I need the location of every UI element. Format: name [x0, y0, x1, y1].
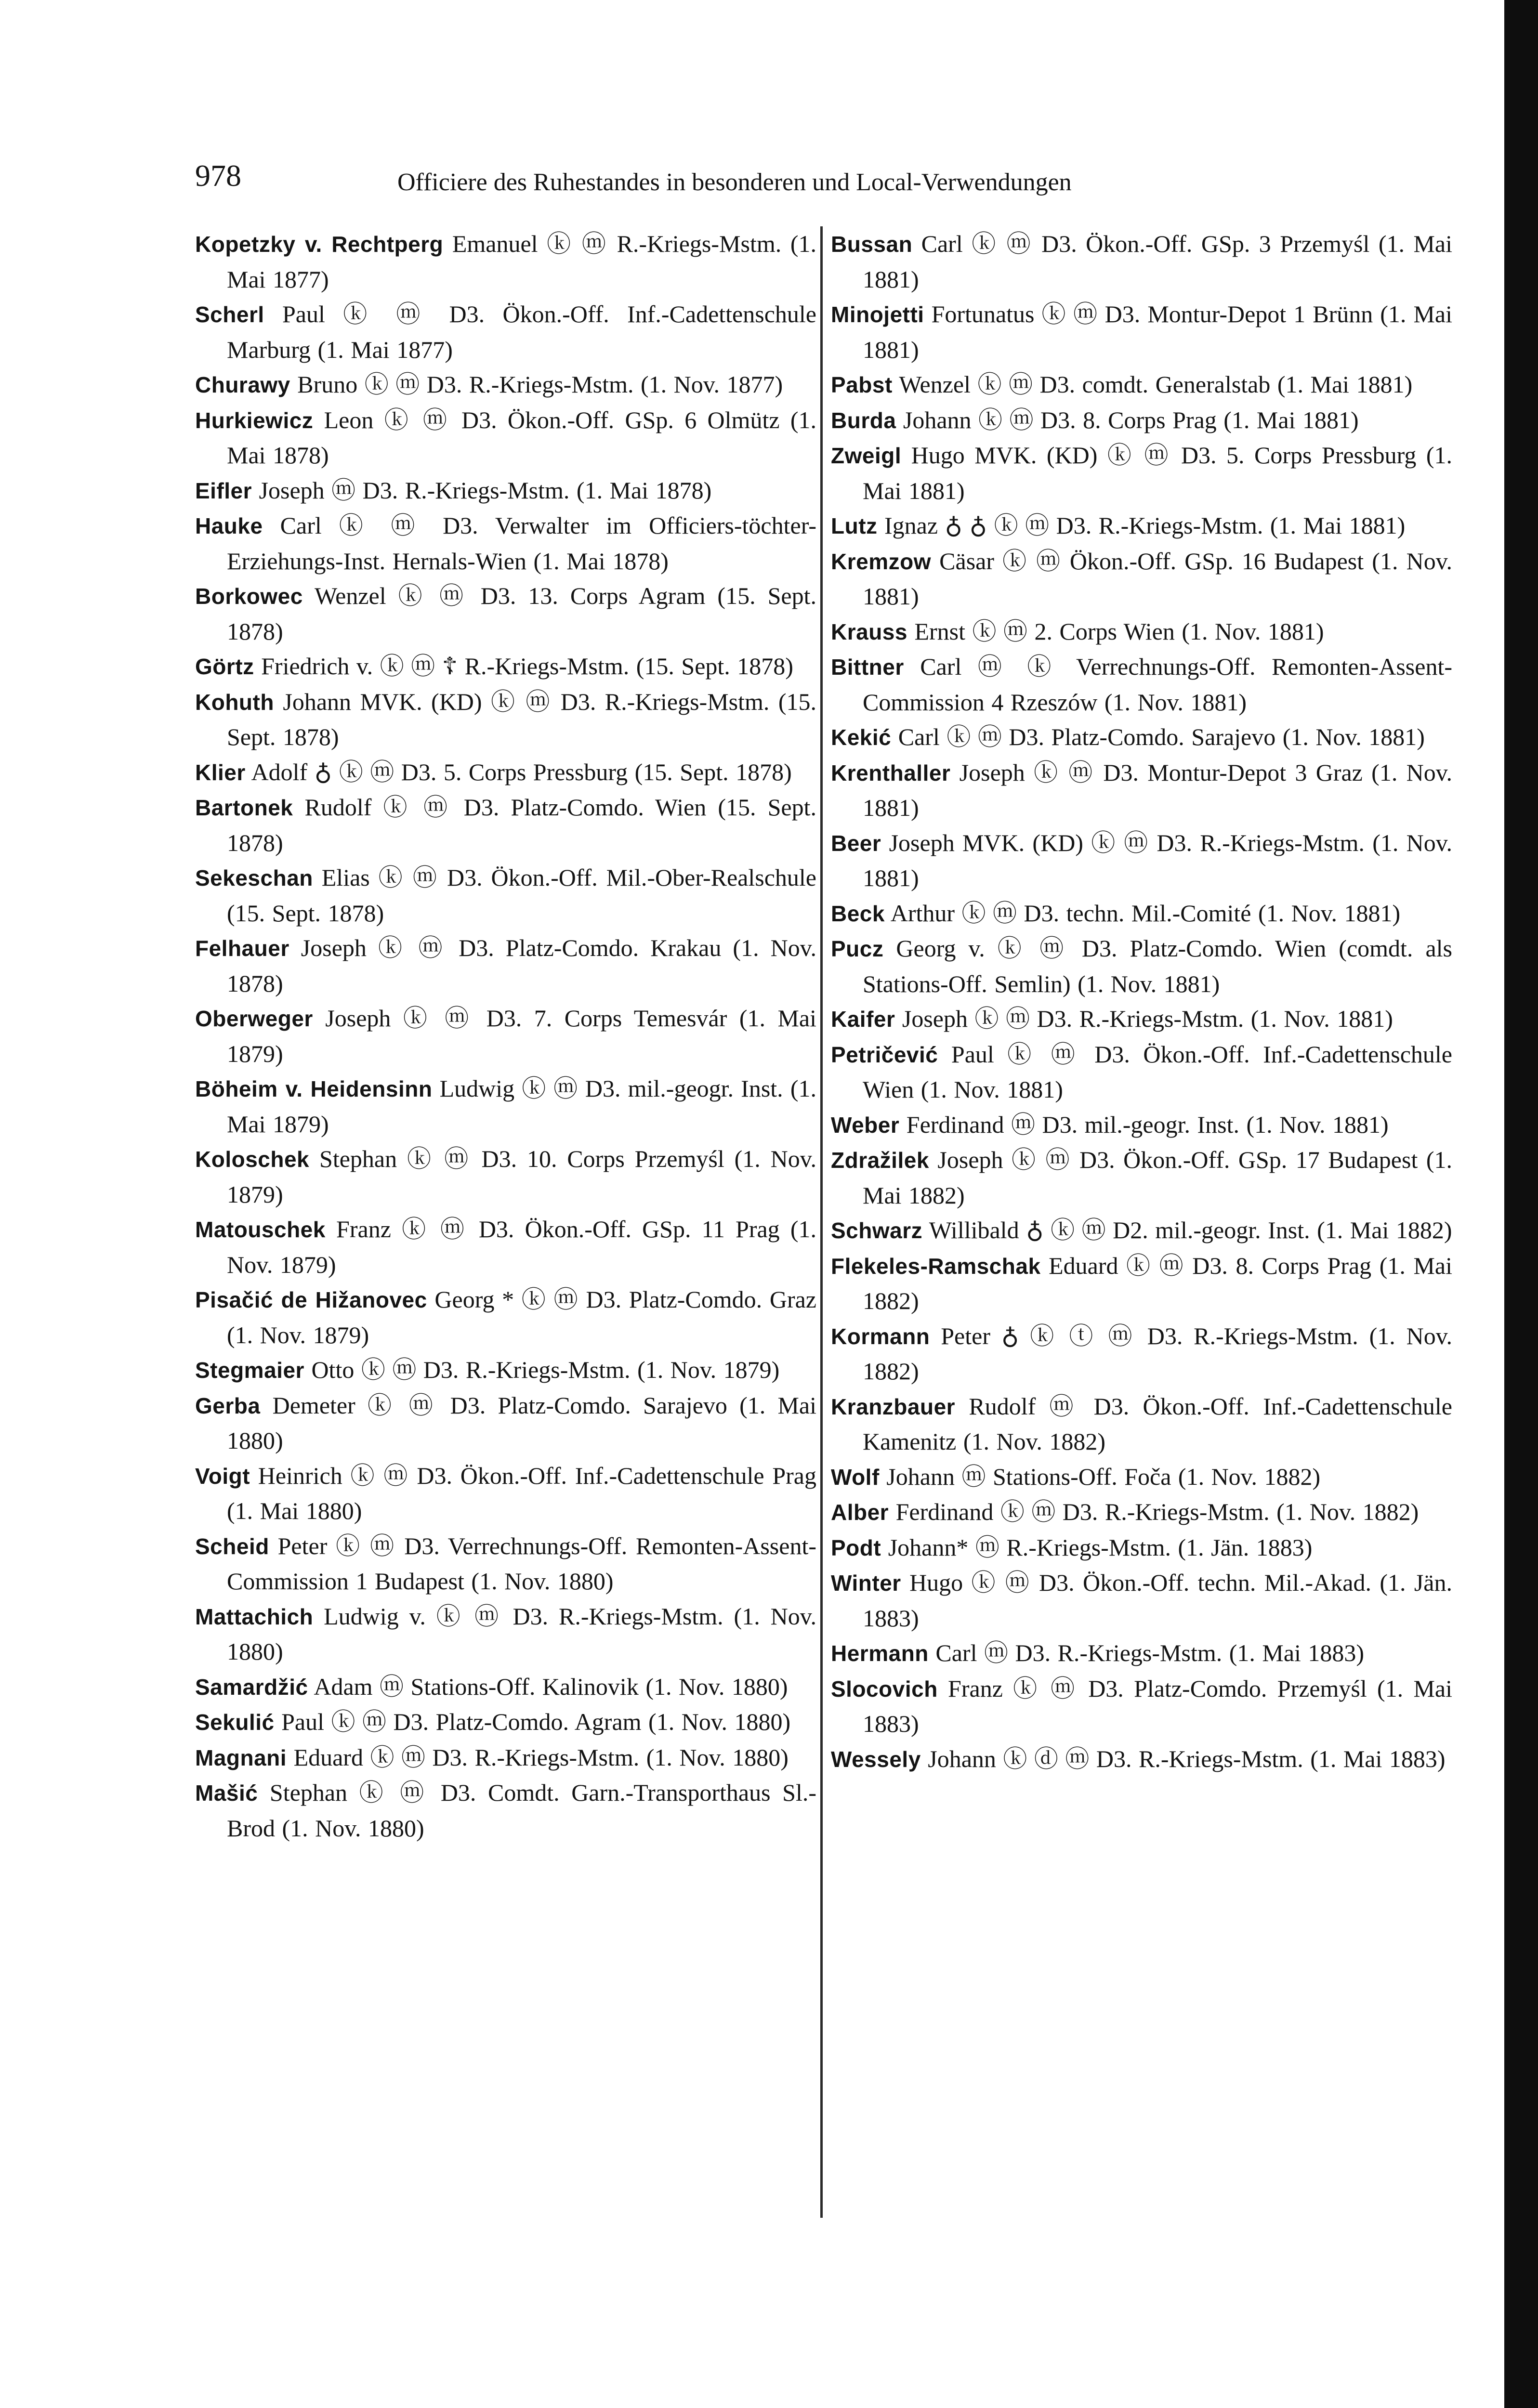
entry-surname: Wolf	[831, 1464, 880, 1490]
register-entry	[195, 1458, 816, 1529]
entry-details: Johann ⓜ Stations-Off. Foča (1. Nov. 1882)	[879, 1463, 1321, 1490]
entry-surname: Scheid	[195, 1533, 269, 1559]
entry-details: Johann ⓚ ⓜ D3. 8. Corps Prag (1. Mai 1881)	[896, 406, 1359, 433]
entry-details: Eduard ⓚ ⓜ D3. 8. Corps Prag (1. Mai 1882)	[863, 1252, 1452, 1314]
register-entry	[831, 1248, 1452, 1319]
entry-details: Joseph ⓚ ⓜ D3. 7. Corps Temesvár (1. Mai 1879)	[227, 1005, 816, 1067]
register-entry	[195, 1669, 816, 1705]
register-entry	[195, 755, 816, 790]
entry-surname: Bartonek	[195, 795, 293, 820]
entry-details: Otto ⓚ ⓜ D3. R.-Kriegs-Mstm. (1. Nov. 1879)	[304, 1356, 780, 1383]
entry-surname: Kopetzky v. Rechtperg	[195, 232, 444, 257]
page-header	[195, 157, 1303, 200]
register-entry	[831, 544, 1452, 614]
entry-surname: Koloschek	[195, 1147, 310, 1172]
register-entry	[831, 367, 1452, 403]
entry-surname: Winter	[831, 1570, 901, 1596]
register-entry	[195, 1740, 816, 1776]
entry-surname: Lutz	[831, 513, 878, 538]
register-entry	[195, 1388, 816, 1458]
entry-surname: Pabst	[831, 372, 893, 397]
entry-surname: Klier	[195, 759, 246, 785]
entry-surname: Voigt	[195, 1463, 250, 1489]
entry-surname: Bussan	[831, 232, 913, 257]
register-entry	[831, 1389, 1452, 1459]
register-entry	[831, 1213, 1452, 1248]
entry-details: Bruno ⓚ ⓜ D3. R.-Kriegs-Mstm. (1. Nov. 1877)	[290, 371, 783, 398]
entry-details: Stephan ⓚ ⓜ D3. Comdt. Garn.-Transporthaus Sl.-Brod (1. Nov. 1880)	[227, 1779, 816, 1842]
register-entry	[831, 1001, 1452, 1037]
register-entry	[831, 649, 1452, 720]
register-entry	[195, 1001, 816, 1071]
register-entry	[831, 896, 1452, 931]
register-entry	[831, 226, 1452, 297]
register-entry	[195, 226, 816, 297]
entry-details: Peter ♁ ⓚ ⓣ ⓜ D3. R.-Kriegs-Mstm. (1. Nov. 1882)	[863, 1322, 1452, 1385]
entry-surname: Scherl	[195, 302, 264, 327]
entry-details: Ferdinand ⓚ ⓜ D3. R.-Kriegs-Mstm. (1. Nov. 1882)	[889, 1498, 1419, 1525]
entry-surname: Alber	[831, 1500, 889, 1525]
entry-details: Peter ⓚ ⓜ D3. Verrechnungs-Off. Remonten-Assent-Commission 1 Budapest (1. Nov. 1880)	[227, 1532, 816, 1595]
entry-details: Franz ⓚ ⓜ D3. Platz-Comdo. Przemyśl (1. Mai 1883)	[863, 1675, 1452, 1737]
entry-surname: Podt	[831, 1535, 881, 1560]
register-entry	[831, 1459, 1452, 1495]
register-entry	[195, 578, 816, 649]
entry-surname: Kekić	[831, 725, 892, 750]
register-entry	[195, 1704, 816, 1740]
register-entry	[195, 367, 816, 403]
entry-surname: Weber	[831, 1112, 900, 1138]
entry-details: Carl ⓚ ⓜ D3. Ökon.-Off. GSp. 3 Przemyśl (1. Mai 1881)	[863, 230, 1452, 293]
entry-details: Friedrich v. ⓚ ⓜ ☦ R.-Kriegs-Mstm. (15. Sept. 1878)	[254, 653, 793, 680]
entry-details: Fortunatus ⓚ ⓜ D3. Montur-Depot 1 Brünn (1. Mai 1881)	[863, 301, 1452, 363]
entry-surname: Oberweger	[195, 1006, 313, 1031]
register-entry	[195, 473, 816, 509]
register-entry	[831, 438, 1452, 508]
entry-details: Adam ⓜ Stations-Off. Kalinovik (1. Nov. 1880)	[308, 1673, 788, 1700]
entry-details: Adolf ♁ ⓚ ⓜ D3. 5. Corps Pressburg (15. Sept. 1878)	[245, 758, 792, 785]
register-entry	[831, 614, 1452, 650]
entry-details: Johann ⓚ ⓓ ⓜ D3. R.-Kriegs-Mstm. (1. Mai 1883)	[920, 1745, 1446, 1772]
entry-details: Heinrich ⓚ ⓜ D3. Ökon.-Off. Inf.-Cadettenschule Prag (1. Mai 1880)	[227, 1462, 816, 1524]
entry-details: Wenzel ⓚ ⓜ D3. 13. Corps Agram (15. Sept. 1878)	[227, 582, 816, 645]
page-number: 978	[195, 158, 241, 193]
running-title: Officiere des Ruhestandes in besonderen und Local-Verwendungen	[397, 169, 1072, 196]
entry-details: Rudolf ⓚ ⓜ D3. Platz-Comdo. Wien (15. Sept. 1878)	[227, 794, 816, 856]
register-entry	[831, 1530, 1452, 1566]
entry-details: Eduard ⓚ ⓜ D3. R.-Kriegs-Mstm. (1. Nov. 1880)	[287, 1743, 789, 1771]
register-entry	[831, 403, 1452, 438]
register-entry	[195, 1775, 816, 1845]
register-entry	[831, 1107, 1452, 1143]
entry-details: Carl ⓚ ⓜ D3. Verwalter im Officiers-töchter-Erziehungs-Inst. Hernals-Wien (1. Mai 1878)	[227, 512, 816, 575]
register-entry	[195, 1071, 816, 1141]
entry-details: Franz ⓚ ⓜ D3. Ökon.-Off. GSp. 11 Prag (1. Nov. 1879)	[227, 1216, 816, 1278]
entry-details: Wenzel ⓚ ⓜ D3. comdt. Generalstab (1. Mai 1881)	[892, 371, 1413, 398]
entry-surname: Schwarz	[831, 1218, 923, 1243]
register-entry	[831, 931, 1452, 1001]
column-divider	[820, 226, 823, 2218]
entry-surname: Churawy	[195, 372, 290, 397]
register-entry	[195, 1352, 816, 1388]
entry-details: Joseph ⓚ ⓜ D3. Platz-Comdo. Krakau (1. Nov. 1878)	[227, 934, 816, 997]
entry-surname: Kohuth	[195, 689, 274, 715]
register-entry	[195, 930, 816, 1001]
entry-surname: Slocovich	[831, 1676, 938, 1701]
entry-surname: Kremzow	[831, 549, 931, 574]
entry-surname: Borkowec	[195, 584, 303, 609]
entry-details: Johann* ⓜ R.-Kriegs-Mstm. (1. Jän. 1883)	[881, 1533, 1313, 1561]
register-entry	[195, 1599, 816, 1669]
register-entry	[195, 297, 816, 367]
register-entry	[195, 1529, 816, 1599]
register-entry	[195, 684, 816, 755]
entry-details: Hugo ⓚ ⓜ D3. Ökon.-Off. techn. Mil.-Akad. (1. Jän. 1883)	[863, 1569, 1452, 1632]
entry-surname: Hauke	[195, 513, 263, 538]
entry-surname: Felhauer	[195, 936, 289, 961]
register-entry	[831, 825, 1452, 896]
entry-details: Paul ⓚ ⓜ D3. Ökon.-Off. Inf.-Cadettenschule Wien (1. Nov. 1881)	[863, 1040, 1452, 1103]
register-entry	[195, 790, 816, 860]
entry-surname: Pucz	[831, 936, 884, 961]
entry-surname: Sekeschan	[195, 865, 313, 890]
register-entry	[195, 403, 816, 473]
entry-surname: Pisačić de Hižanovec	[195, 1287, 427, 1312]
right-column	[831, 226, 1452, 1777]
entry-surname: Bittner	[831, 654, 904, 680]
entry-details: Joseph ⓚ ⓜ D3. Ökon.-Off. GSp. 17 Budapest (1. Mai 1882)	[863, 1146, 1452, 1209]
entry-surname: Wessely	[831, 1746, 921, 1772]
register-entry	[195, 1212, 816, 1282]
entry-surname: Sekulić	[195, 1710, 275, 1735]
entry-details: Hugo MVK. (KD) ⓚ ⓜ D3. 5. Corps Pressburg (1. Mai 1881)	[863, 442, 1452, 504]
entry-details: Johann MVK. (KD) ⓚ ⓜ D3. R.-Kriegs-Mstm. (15. Sept. 1878)	[227, 688, 816, 750]
entry-details: Joseph MVK. (KD) ⓚ ⓜ D3. R.-Kriegs-Mstm. (1. Nov. 1881)	[863, 829, 1452, 891]
entry-surname: Stegmaier	[195, 1358, 304, 1383]
register-entry	[831, 1741, 1452, 1777]
entry-surname: Böheim v. Heidensinn	[195, 1076, 433, 1101]
entry-details: Paul ⓚ ⓜ D3. Platz-Comdo. Agram (1. Nov. 1880)	[274, 1708, 791, 1735]
entry-details: Joseph ⓚ ⓜ D3. Montur-Depot 3 Graz (1. Nov. 1881)	[863, 759, 1452, 821]
entry-surname: Matouschek	[195, 1217, 326, 1242]
register-entry	[831, 1319, 1452, 1389]
entry-details: Georg v. ⓚ ⓜ D3. Platz-Comdo. Wien (comdt. als Stations-Off. Semlin) (1. Nov. 1881)	[863, 935, 1452, 997]
entry-surname: Zweigl	[831, 443, 902, 468]
entry-surname: Krenthaller	[831, 760, 951, 785]
entry-details: Stephan ⓚ ⓜ D3. 10. Corps Przemyśl (1. Nov. 1879)	[227, 1145, 816, 1208]
entry-surname: Burda	[831, 407, 896, 433]
entry-details: Leon ⓚ ⓜ D3. Ökon.-Off. GSp. 6 Olmütz (1. Mai 1878)	[227, 406, 816, 469]
entry-surname: Samardžić	[195, 1674, 308, 1700]
register-entry	[831, 1636, 1452, 1671]
register-entry	[831, 508, 1452, 544]
entry-surname: Magnani	[195, 1745, 287, 1770]
entry-surname: Eifler	[195, 478, 252, 503]
register-entry	[195, 1141, 816, 1212]
entry-details: Arthur ⓚ ⓜ D3. techn. Mil.-Comité (1. Nov. 1881)	[884, 899, 1401, 927]
entry-details: Carl ⓜ ⓚ Verrechnungs-Off. Remonten-Assent-Commission 4 Rzeszów (1. Nov. 1881)	[863, 653, 1452, 716]
entry-surname: Minojetti	[831, 302, 924, 327]
entry-details: Rudolf ⓜ D3. Ökon.-Off. Inf.-Cadettenschule Kamenitz (1. Nov. 1882)	[863, 1392, 1452, 1455]
entry-details: Joseph ⓚ ⓜ D3. R.-Kriegs-Mstm. (1. Nov. 1881)	[895, 1005, 1393, 1032]
register-entry	[831, 297, 1452, 367]
entry-surname: Beer	[831, 830, 881, 856]
entry-surname: Petričević	[831, 1042, 938, 1067]
entry-details: Willibald ♁ ⓚ ⓜ D2. mil.-geogr. Inst. (1. Mai 1882)	[922, 1217, 1452, 1243]
entry-details: Paul ⓚ ⓜ D3. Ökon.-Off. Inf.-Cadettenschule Marburg (1. Mai 1877)	[227, 301, 816, 363]
register-entry	[831, 1671, 1452, 1741]
entry-details: Georg * ⓚ ⓜ D3. Platz-Comdo. Graz (1. Nov. 1879)	[227, 1286, 816, 1348]
register-entry	[831, 755, 1452, 825]
entry-surname: Görtz	[195, 654, 254, 679]
entry-surname: Flekeles-Ramschak	[831, 1253, 1041, 1279]
entry-surname: Beck	[831, 901, 885, 926]
entry-surname: Hermann	[831, 1641, 929, 1666]
entry-details: Ignaz ♁ ♁ ⓚ ⓜ D3. R.-Kriegs-Mstm. (1. Mai 1881)	[877, 512, 1406, 539]
entry-surname: Kormann	[831, 1323, 930, 1349]
left-column	[195, 226, 816, 1845]
register-entry	[831, 1494, 1452, 1530]
entry-surname: Hurkiewicz	[195, 407, 314, 433]
register-entry	[195, 1282, 816, 1352]
entry-surname: Kaifer	[831, 1007, 895, 1032]
entry-details: Elias ⓚ ⓜ D3. Ökon.-Off. Mil.-Ober-Realschule (15. Sept. 1878)	[227, 864, 816, 927]
entry-details: Carl ⓜ D3. R.-Kriegs-Mstm. (1. Mai 1883)	[928, 1639, 1365, 1666]
entry-surname: Kranzbauer	[831, 1394, 956, 1419]
entry-details: Carl ⓚ ⓜ D3. Platz-Comdo. Sarajevo (1. Nov. 1881)	[891, 723, 1425, 750]
entry-details: Ludwig v. ⓚ ⓜ D3. R.-Kriegs-Mstm. (1. Nov. 1880)	[227, 1602, 816, 1665]
entry-surname: Mašić	[195, 1780, 258, 1806]
entry-details: Joseph ⓜ D3. R.-Kriegs-Mstm. (1. Mai 1878)	[252, 476, 712, 504]
entry-surname: Gerba	[195, 1393, 261, 1418]
register-entry	[195, 508, 816, 578]
register-entry	[831, 1142, 1452, 1213]
register-entry	[195, 649, 816, 684]
entry-surname: Mattachich	[195, 1604, 314, 1629]
register-entry	[831, 1565, 1452, 1636]
register-entry	[831, 1037, 1452, 1107]
entry-surname: Krauss	[831, 619, 907, 644]
entry-details: Ferdinand ⓜ D3. mil.-geogr. Inst. (1. Nov. 1881)	[899, 1111, 1389, 1138]
scan-edge-bar	[1504, 0, 1538, 2408]
entry-details: Cäsar ⓚ ⓜ Ökon.-Off. GSp. 16 Budapest (1. Nov. 1881)	[863, 547, 1452, 610]
entry-details: Demeter ⓚ ⓜ D3. Platz-Comdo. Sarajevo (1. Mai 1880)	[227, 1391, 816, 1454]
entry-details: Ernst ⓚ ⓜ 2. Corps Wien (1. Nov. 1881)	[907, 617, 1324, 645]
register-entry	[831, 720, 1452, 755]
register-entry	[195, 860, 816, 930]
entry-surname: Zdražilek	[831, 1148, 929, 1173]
entry-details: Emanuel ⓚ ⓜ R.-Kriegs-Mstm. (1. Mai 1877)	[227, 230, 816, 293]
entry-details: Ludwig ⓚ ⓜ D3. mil.-geogr. Inst. (1. Mai 1879)	[227, 1075, 816, 1138]
